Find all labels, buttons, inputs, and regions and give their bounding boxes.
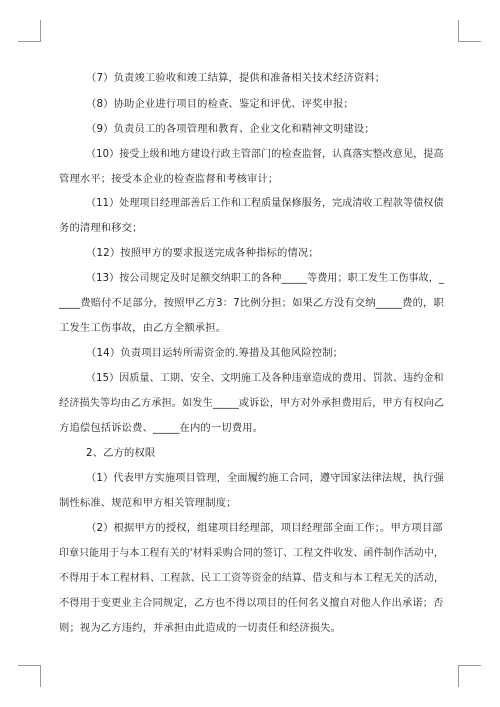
paragraph-line: 制性标准、规范和甲方相关管理制度； [59, 497, 237, 509]
paragraph-line: （15）因质量、工期、安全、文明施工及各种违章造成的费用、罚款、违约金和 [86, 372, 444, 384]
paragraph-line: （12）按照甲方的要求报送完成各种指标的情况； [86, 247, 319, 259]
paragraph-line: 印章只能用于与本工程有关的'材料采购合同的签订、工程文件收发、函件制作活动中， [59, 547, 444, 559]
paragraph-line: ____费赔付不足部分，按照甲乙方3：7比例分担；如果乙方没有交纳_____费的，职 [59, 297, 444, 309]
paragraph-line: 不得用于变更业主合同规定，乙方也不得以项目的任何名义擅自对他人作出承诺；否 [59, 597, 444, 609]
paragraph-line: （7）负责竣工验收和竣工结算，提供和准备相关技术经济资料； [86, 72, 386, 84]
paragraph-line: 方追偿包括诉讼费、_____在内的一切费用。 [59, 422, 264, 434]
section-heading: 2、乙方的权限 [86, 447, 156, 459]
paragraph-line: 管理水平；接受本企业的检查监督和考核审计； [59, 173, 279, 185]
paragraph-line: （11）处理项目经理部善后工作和工程质量保修服务，完成清收工程款等债权债 [86, 197, 444, 209]
paragraph-line: 工发生工伤事故，由乙方全额承担。 [59, 322, 227, 334]
paragraph-line: （14）负责项目运转所需资金的.筹措及其他风险控制； [86, 347, 344, 359]
paragraph-line: 则；视为乙方违约，并承担由此造成的一切责任和经济损失。 [59, 622, 342, 634]
paragraph-line: （10）接受上级和地方建设行政主管部门的检查监督，认真落实整改意见，提高 [86, 148, 444, 160]
paragraph-line: （13）按公司规定及时足额交纳职工的各种_____等费用；职工发生工伤事故，_ [86, 272, 445, 284]
paragraph-line: 不得用于本工程材料、工程款、民工工资等资金的结算、借支和与本工程无关的活动， [59, 572, 444, 584]
paragraph-line: 务的清理和移交； [59, 222, 143, 234]
paragraph-line: （8）协助企业进行项目的检查、鉴定和评优、评奖申报； [86, 98, 354, 110]
paragraph-line: （2）根据甲方的授权，组建项目经理部，项目经理部全面工作；。甲方项目部 [86, 522, 443, 534]
paragraph-line: （9）负责员工的各项管理和教育、企业文化和精神文明建设； [86, 123, 375, 135]
paragraph-line: 经济损失等均由乙方承担。如发生_____或诉讼，甲方对外承担费用后，甲方有权向乙 [59, 397, 445, 409]
paragraph-line: （1）代表甲方实施项目管理，全面履约施工合同，遵守国家法律法规，执行强 [86, 472, 444, 484]
